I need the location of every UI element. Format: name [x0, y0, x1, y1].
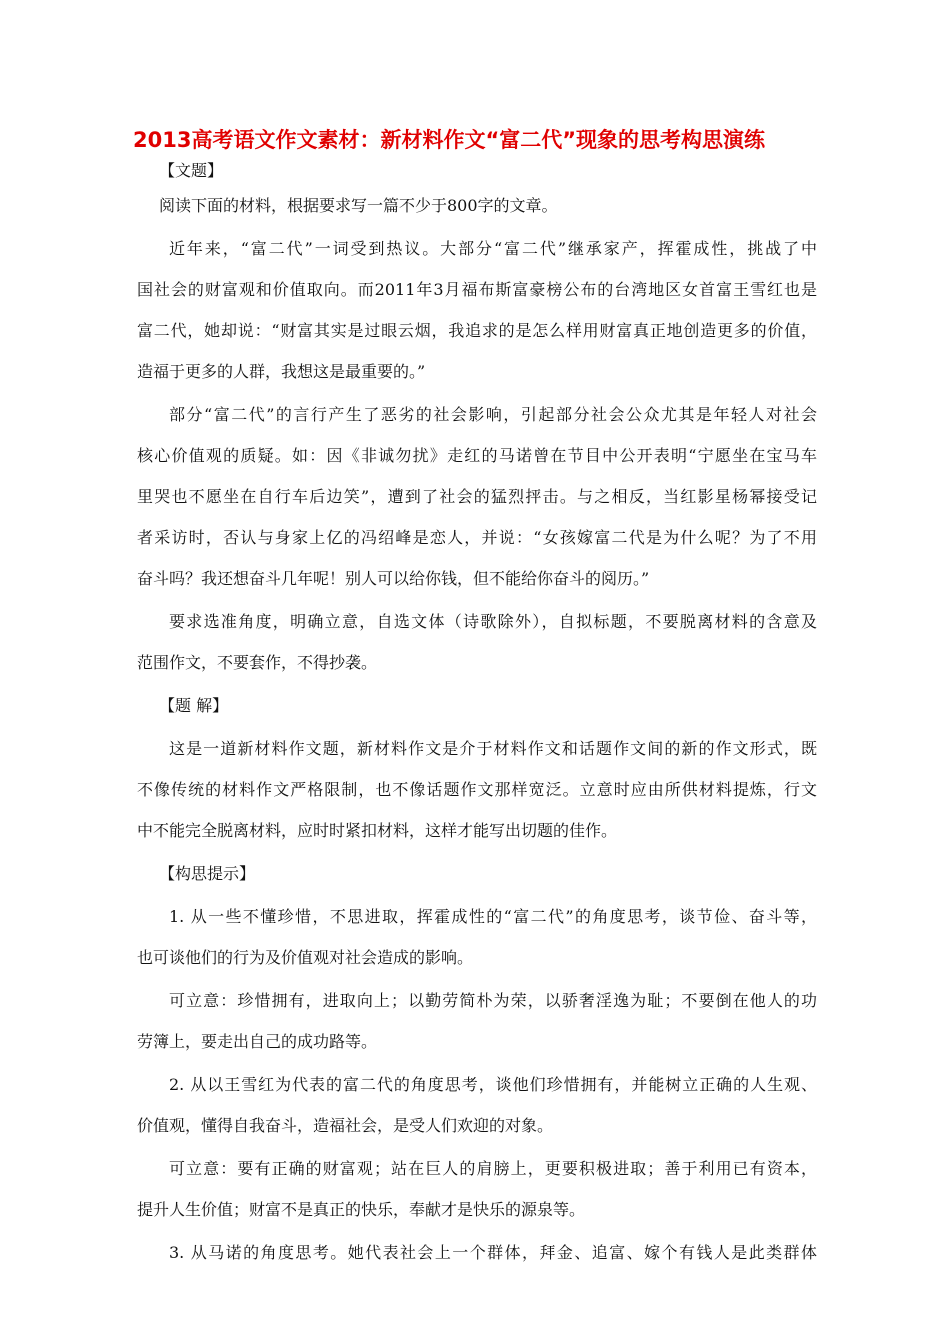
- point-2-paragraph: [137, 1070, 817, 1141]
- material-paragraph-1: [137, 234, 817, 387]
- point-2-idea-paragraph: [137, 1154, 817, 1225]
- paragraph-line: 部分“富二代”的言行产生了恶劣的社会影响，引起部分社会公众尤其是年轻人对社会: [169, 405, 817, 424]
- paragraph-line: 国社会的财富观和价值取向。而2011年3月福布斯富豪榜公布的台湾地区女首富王雪红也是: [137, 280, 817, 299]
- requirement-paragraph: [137, 607, 817, 678]
- paragraph-line: 不像传统的材料作文严格限制，也不像话题作文那样宽泛。立意时应由所供材料提炼，行文: [137, 780, 817, 799]
- paragraph-line: 2. 从以王雪红为代表的富二代的角度思考，谈他们珍惜拥有，并能树立正确的人生观、: [169, 1075, 817, 1094]
- intro-paragraph: 阅读下面的材料，根据要求写一篇不少于800字的文章。: [159, 196, 558, 215]
- document-title: 2013高考语文作文素材：新材料作文“富二代”现象的思考构思演练: [133, 128, 766, 152]
- paragraph-line: 提升人生价值；财富不是真正的快乐，奉献才是快乐的源泉等。: [137, 1200, 586, 1219]
- paragraph-line: 价值观，懂得自我奋斗，造福社会，是受人们欢迎的对象。: [137, 1116, 554, 1135]
- paragraph-line: 这是一道新材料作文题，新材料作文是介于材料作文和话题作文间的新的作文形式，既: [169, 739, 817, 758]
- paragraph-line: 富二代，她却说：“财富其实是过眼云烟，我追求的是怎么样用财富真正地创造更多的价值，: [137, 321, 817, 340]
- paragraph-line: 者采访时，否认与身家上亿的冯绍峰是恋人，并说：“女孩嫁富二代是为什么呢？为了不用: [137, 528, 817, 547]
- point-1-idea-paragraph: [137, 986, 817, 1057]
- paragraph-line: 可立意：要有正确的财富观；站在巨人的肩膀上，更要积极进取；善于利用已有资本，: [169, 1159, 817, 1178]
- section-heading-gousi: 【构思提示】: [159, 864, 256, 883]
- paragraph-line: 1. 从一些不懂珍惜，不思进取，挥霍成性的“富二代”的角度思考，谈节俭、奋斗等，: [169, 907, 817, 926]
- point-3-paragraph: [137, 1238, 817, 1268]
- paragraph-line: 3. 从马诺的角度思考。她代表社会上一个群体，拜金、追富、嫁个有钱人是此类群体: [169, 1243, 817, 1262]
- paragraph-line: 也可谈他们的行为及价值观对社会造成的影响。: [137, 948, 474, 967]
- paragraph-line: 范围作文，不要套作，不得抄袭。: [137, 653, 378, 672]
- tijie-paragraph: [137, 734, 817, 846]
- paragraph-line: 近年来，“富二代”一词受到热议。大部分“富二代”继承家产，挥霍成性，挑战了中: [169, 239, 817, 258]
- section-heading-tijie: 【题 解】: [159, 696, 229, 715]
- paragraph-line: 可立意：珍惜拥有，进取向上；以勤劳简朴为荣，以骄奢淫逸为耻；不要倒在他人的功: [169, 991, 817, 1010]
- paragraph-line: 中不能完全脱离材料，应时时紧扣材料，这样才能写出切题的佳作。: [137, 821, 618, 840]
- paragraph-line: 里哭也不愿坐在自行车后边笑”，遭到了社会的猛烈抨击。与之相反，当红影星杨幂接受记: [137, 487, 817, 506]
- section-heading-wenti: 【文题】: [159, 161, 224, 180]
- paragraph-line: 核心价值观的质疑。如：因《非诚勿扰》走红的马诺曾在节目中公开表明“宁愿坐在宝马车: [137, 446, 817, 465]
- paragraph-line: 要求选准角度，明确立意，自选文体（诗歌除外），自拟标题，不要脱离材料的含意及: [169, 612, 817, 631]
- material-paragraph-2: [137, 400, 817, 594]
- paragraph-line: 劳簿上，要走出自己的成功路等。: [137, 1032, 378, 1051]
- paragraph-line: 造福于更多的人群，我想这是最重要的。”: [137, 362, 426, 381]
- paragraph-line: 奋斗吗？我还想奋斗几年呢！别人可以给你钱，但不能给你奋斗的阅历。”: [137, 569, 650, 588]
- document-body: [137, 156, 817, 1268]
- point-1-paragraph: [137, 902, 817, 973]
